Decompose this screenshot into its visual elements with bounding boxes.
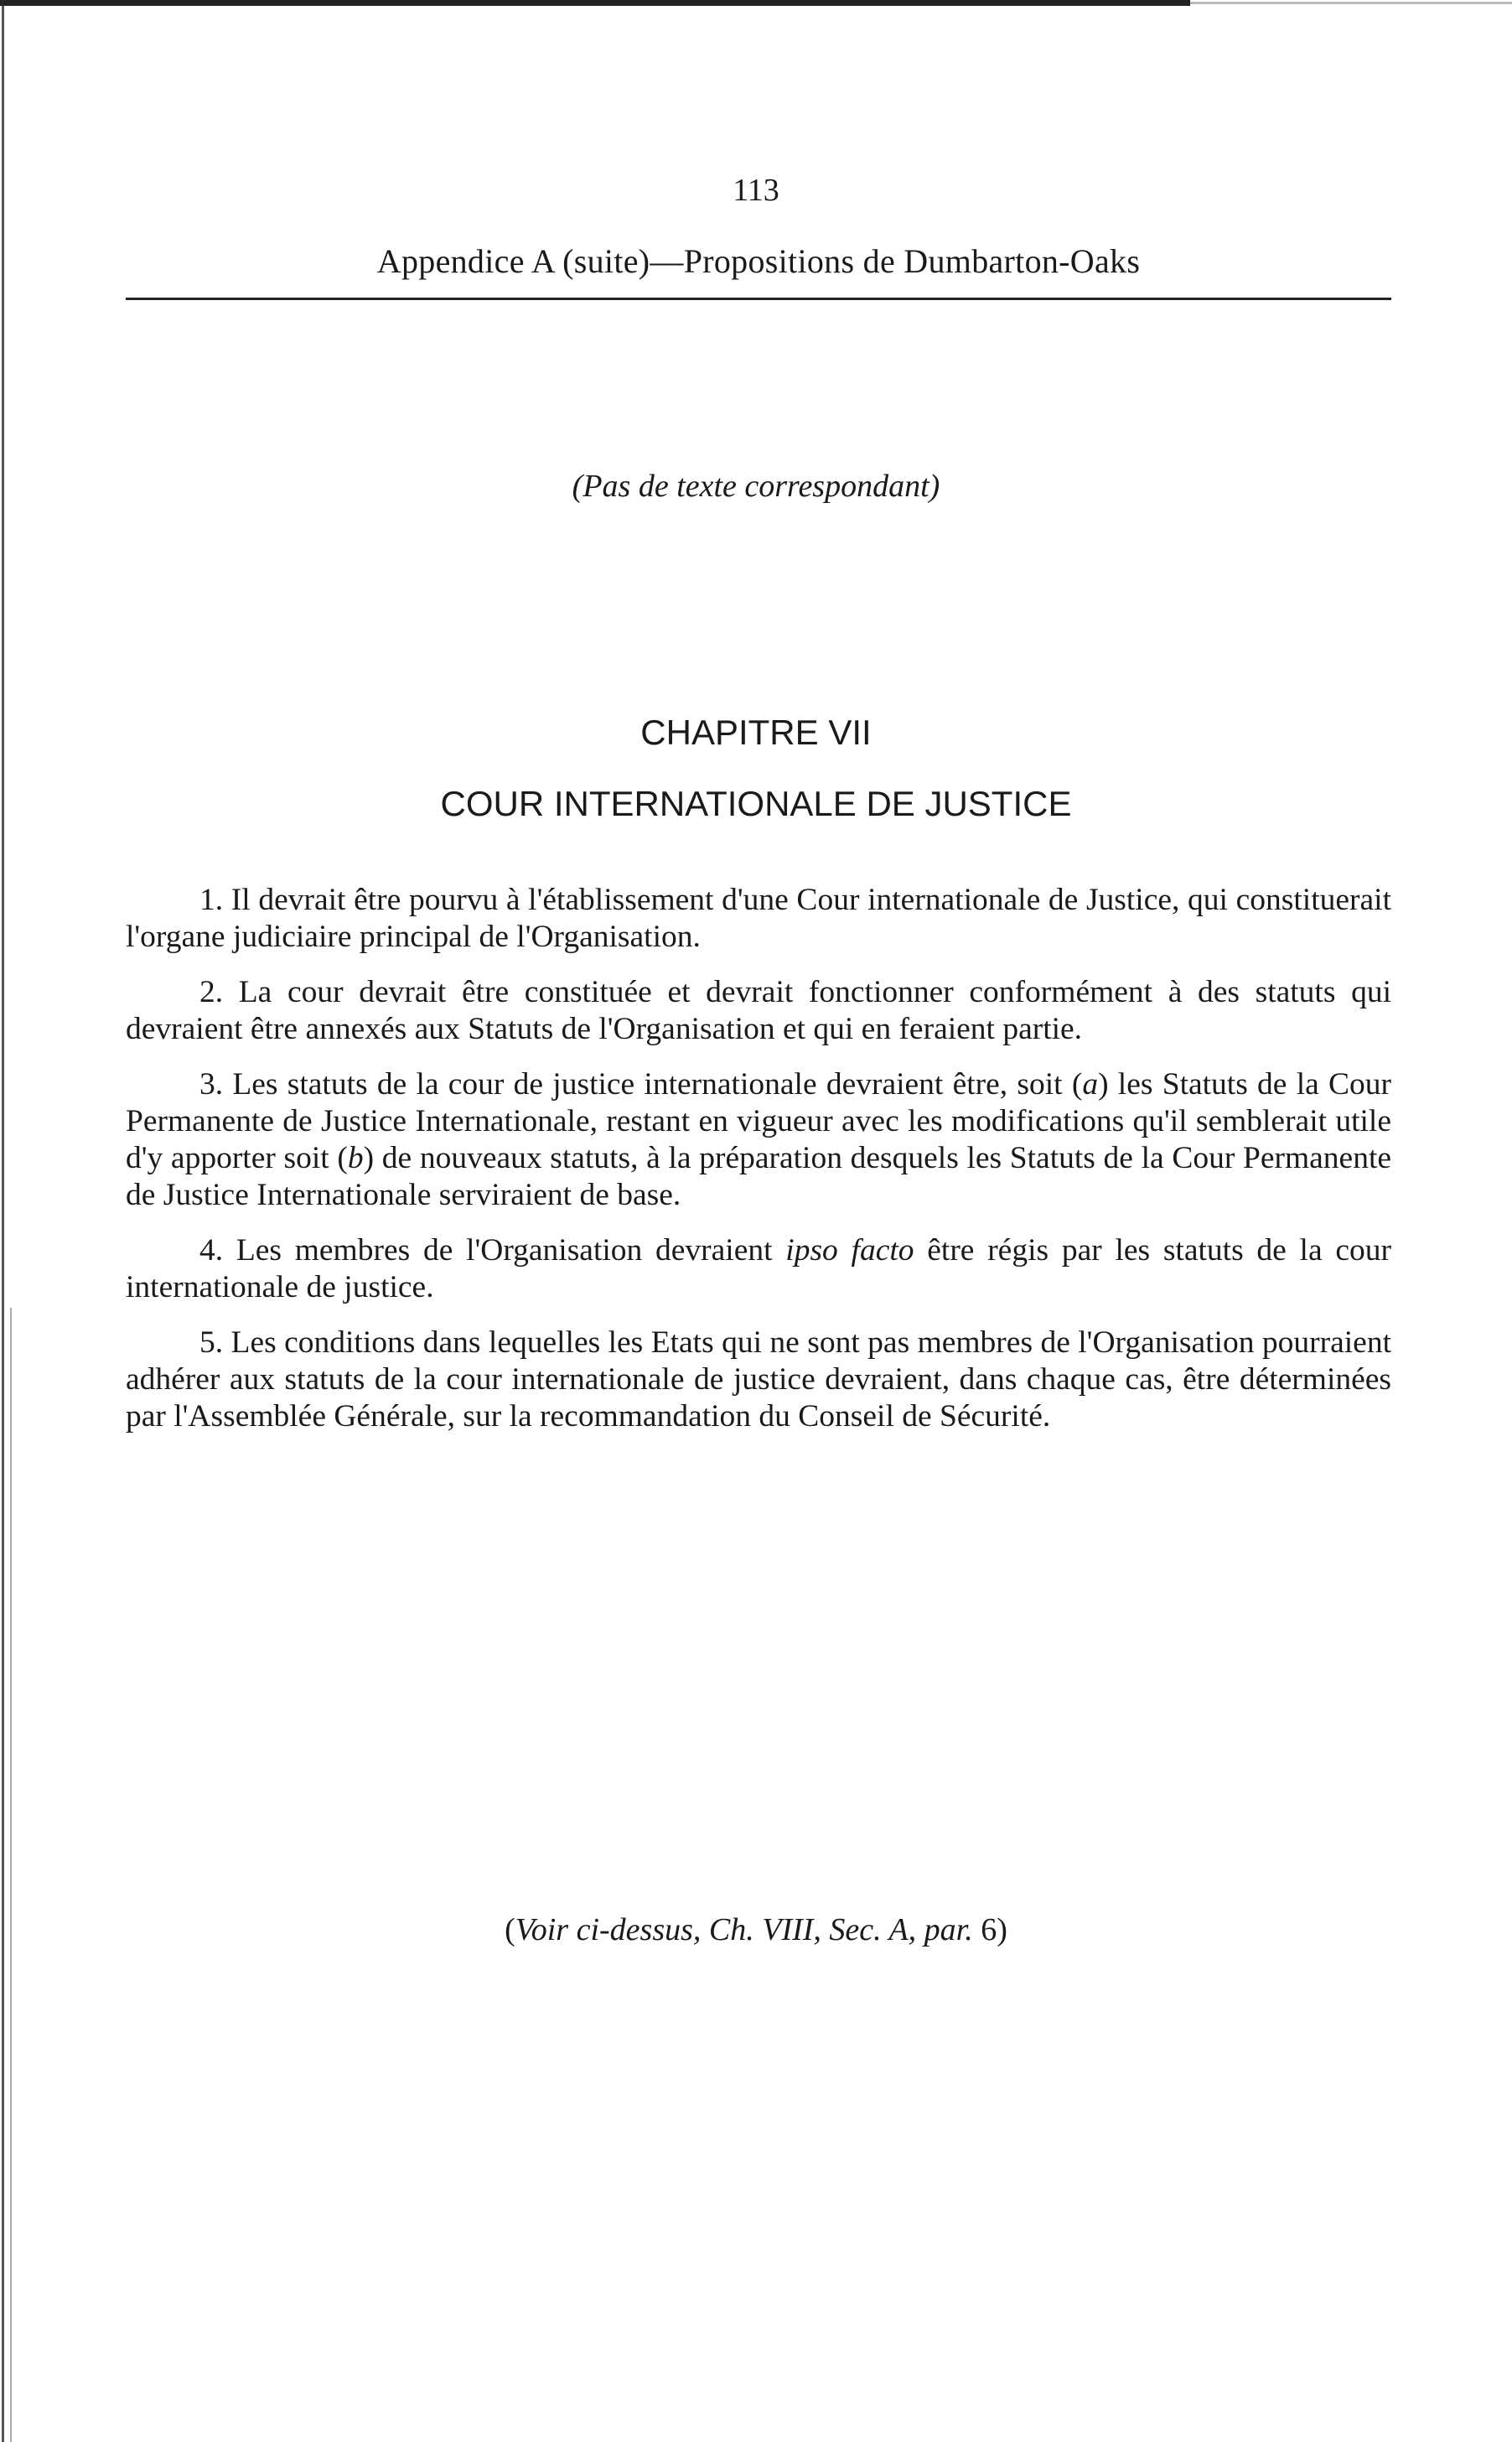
paragraph-3-part-b: ) les Statuts de la Cour Permanente de Justice Internationale, restant en vigueur avec les modifications qu'il semblerait utile d'y apporter soit ( xyxy=(126,1067,1392,1175)
cross-reference xyxy=(0,1911,1512,1948)
paragraph-5: 5. Les conditions dans lequelles les Etats qui ne sont pas membres de l'Organisation pourraient adhérer aux statuts de la cour internationale de justice devraient, dans chaque cas, être déterminées par l'Assemblée Générale, sur la recommandation du Conseil de Sécurité. xyxy=(126,1325,1391,1434)
chapter-title: CHAPITRE VII xyxy=(640,713,872,752)
cross-reference-italic: Voir ci-dessus, Ch. VIII, Sec. A, par. xyxy=(515,1912,973,1947)
running-header: Appendice A (suite)—Propositions de Dumbarton-Oaks xyxy=(376,242,1141,280)
paragraph-4 xyxy=(126,1232,1391,1306)
no-corresponding-text-note: (Pas de texte correspondant) xyxy=(572,469,940,504)
left-scan-edge xyxy=(2,0,4,2442)
paragraph-2: 2. La cour devrait être constituée et devrait fonctionner conformément à des statuts qui devraient être annexés aux Statuts de l'Organisation et qui en feraient partie. xyxy=(126,975,1391,1046)
paragraph-4-after: être régis par les statuts de la cour internationale de justice. xyxy=(126,1233,1391,1304)
paragraph-3-part-a: 3. Les statuts de la cour de justice internationale devraient être, soit ( xyxy=(199,1067,1083,1102)
paragraph-3-part-c: ) de nouveaux statuts, à la préparation desquels les Statuts de la Cour Permanente de Justice Internationale serviraient de base. xyxy=(126,1141,1392,1212)
page-number: 113 xyxy=(733,173,779,208)
top-border-rule-faint xyxy=(1190,2,1512,4)
paragraph-4-before: 4. Les membres de l'Organisation devraient xyxy=(199,1233,786,1268)
cross-reference-open: ( xyxy=(505,1912,515,1947)
paragraph-1: 1. Il devrait être pourvu à l'établissement d'une Cour internationale de Justice, qui constituerait l'organe judiciaire principal de l'Organisation. xyxy=(126,883,1391,954)
top-border-rule xyxy=(0,0,1190,6)
left-scan-edge-secondary xyxy=(10,1308,12,2442)
paragraph-3-letter-a: a xyxy=(1082,1067,1099,1102)
cross-reference-close: 6) xyxy=(972,1912,1007,1947)
paragraph-4-italic: ipso facto xyxy=(785,1233,914,1268)
chapter-body xyxy=(126,882,1391,1454)
paragraph-3 xyxy=(126,1066,1391,1214)
header-rule xyxy=(126,298,1391,300)
chapter-subtitle: COUR INTERNATIONALE DE JUSTICE xyxy=(440,784,1072,823)
paragraph-3-letter-b: b xyxy=(347,1141,364,1175)
